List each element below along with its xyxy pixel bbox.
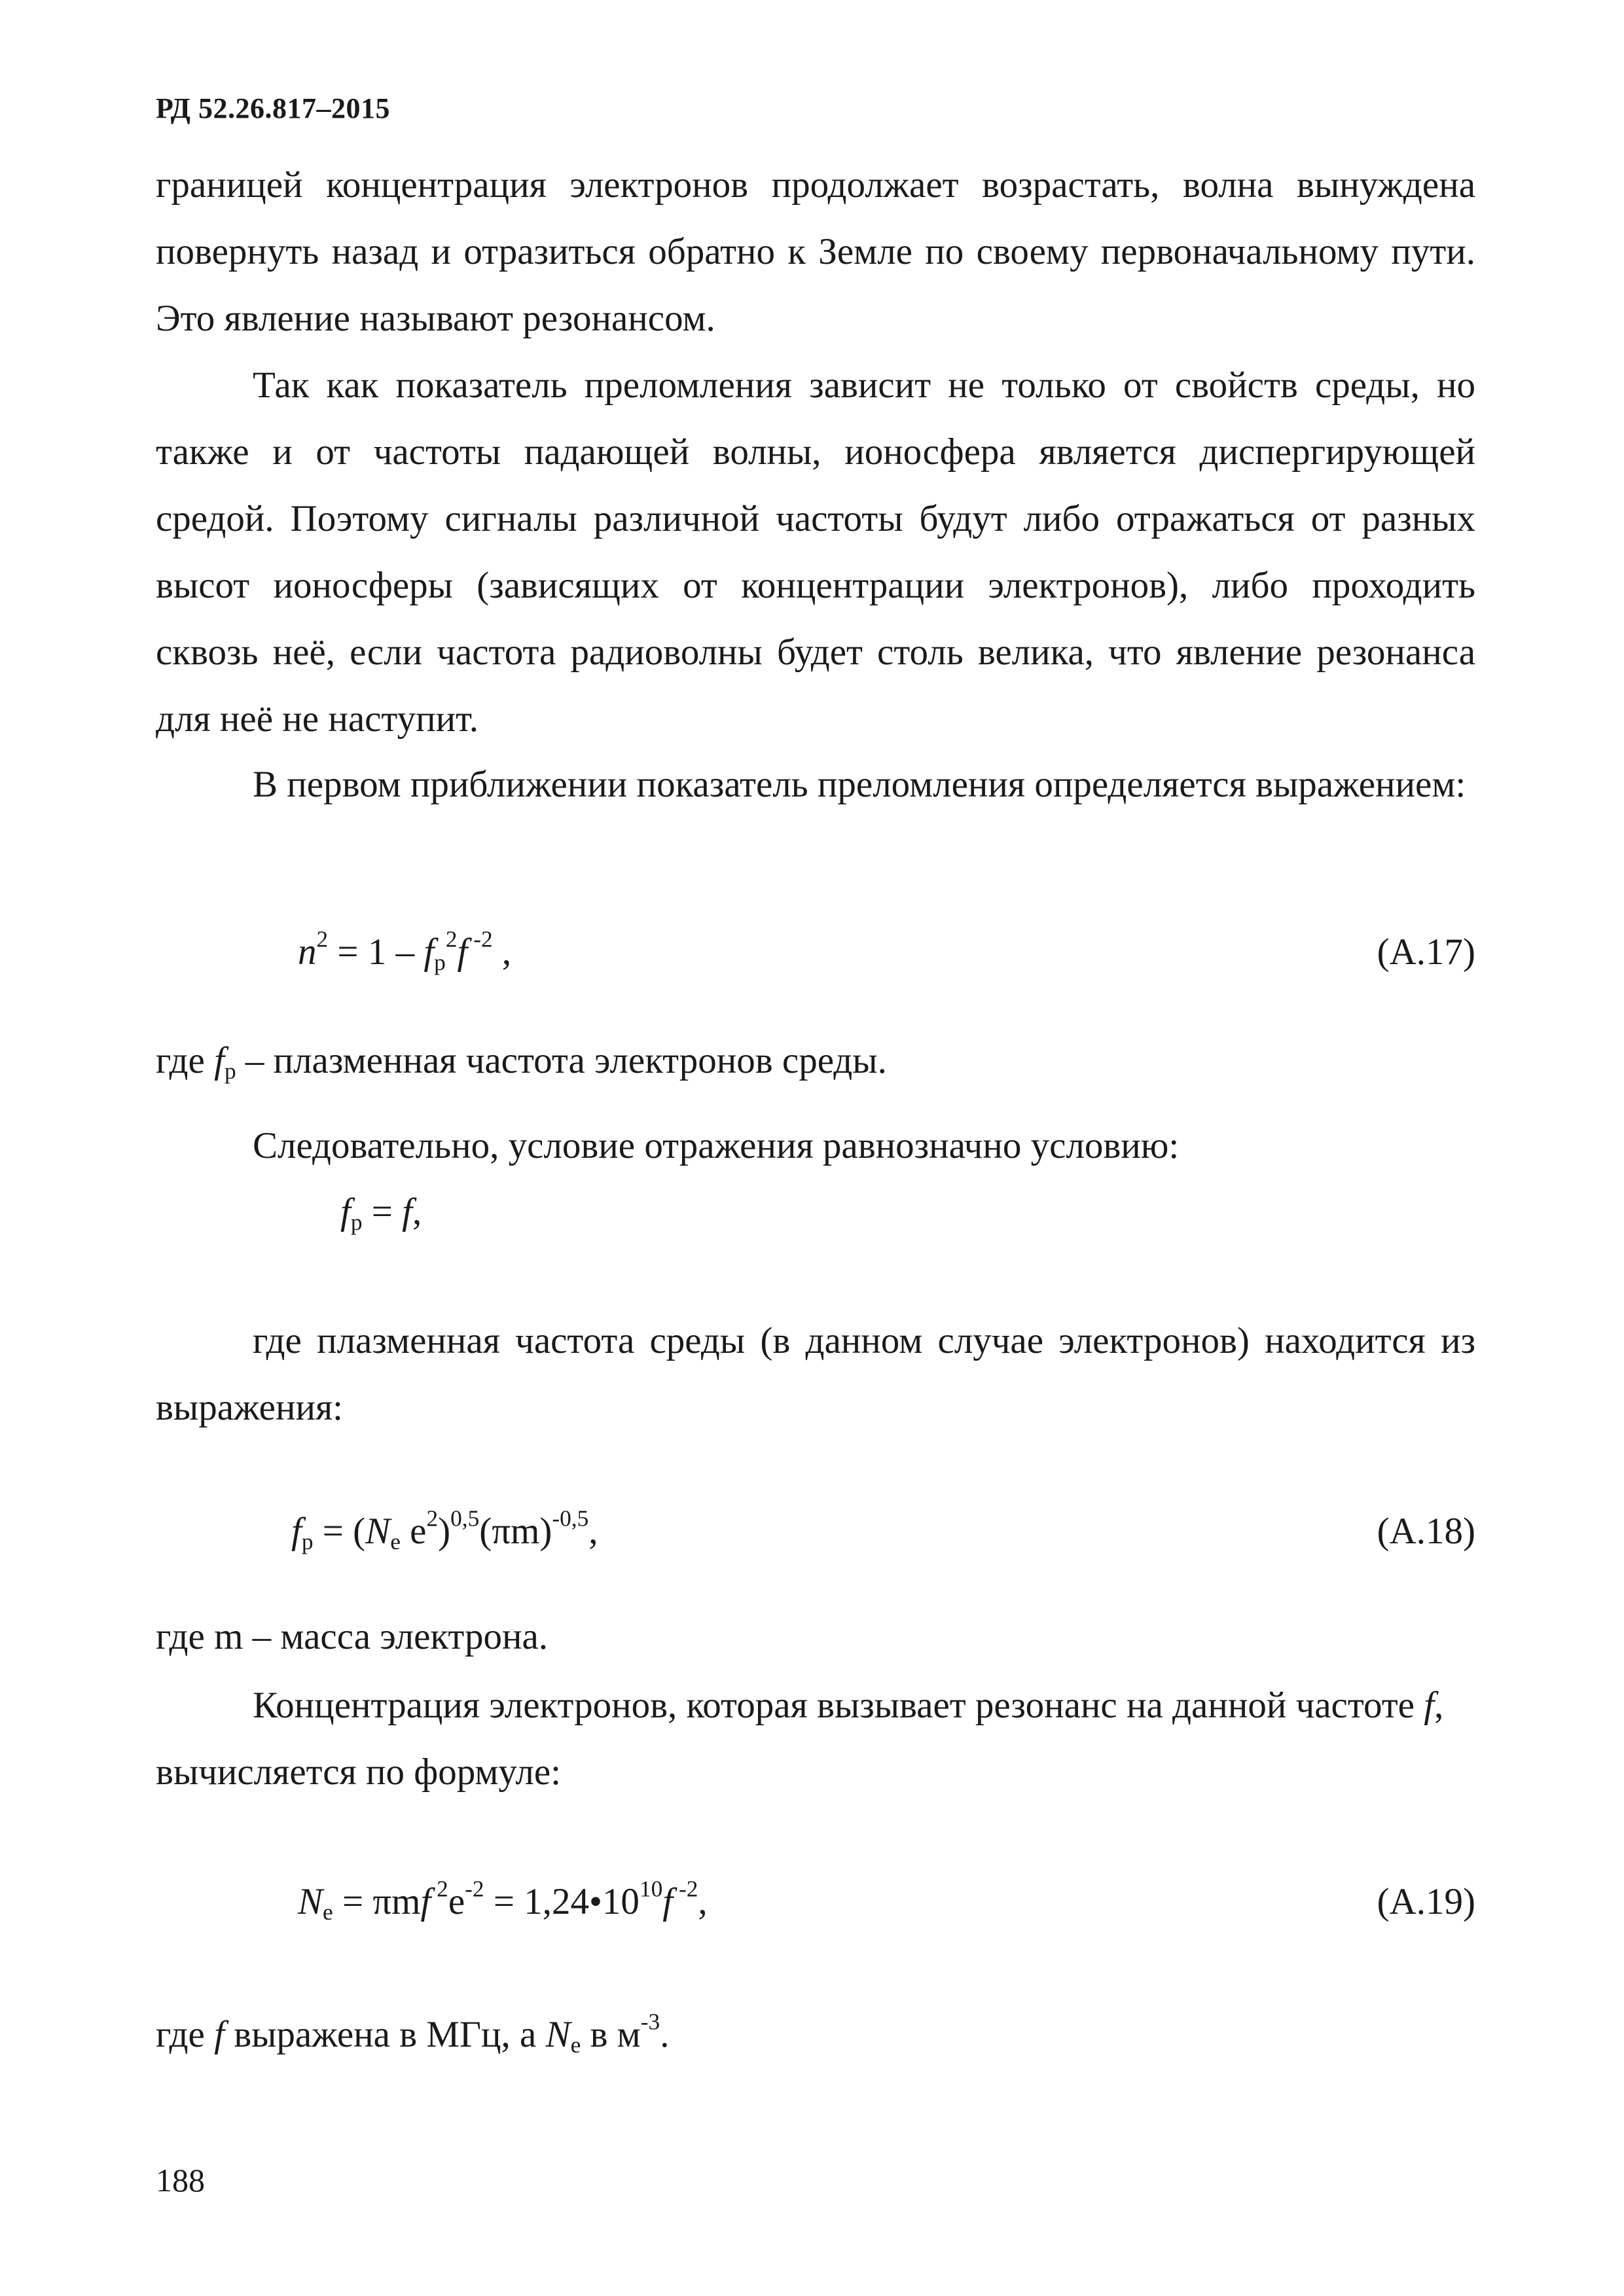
document-code-header: РД 52.26.817–2015: [156, 92, 390, 124]
formula-condition: $f_p = f$,: [340, 1191, 422, 1235]
paragraph-concentration-resonance: Концентрация электронов, которая вызывает резонанс на данной частоте f,: [253, 1685, 1444, 1726]
paragraph-electron-mass: где m – масса электрона.: [156, 1616, 549, 1657]
formula-number-a17: (А.17): [1377, 931, 1475, 973]
formula-number-a18: (А.18): [1377, 1511, 1475, 1552]
paragraph-refraction-intro: В первом приближении показатель преломления определяется выражением:: [253, 764, 1466, 805]
paragraph-resonance: границей концентрация электронов продолжает возрастать, волна вынуждена повернуть назад и отразиться обратно к Земле по своему первоначальному пути. Это явление называют резонансом.: [156, 164, 1475, 339]
paragraph-reflection-condition: Следовательно, условие отражения равнозначно условию:: [253, 1125, 1180, 1166]
paragraph-computed-by-formula: вычисляется по формуле:: [156, 1751, 561, 1793]
formula-a19: $N_e = \pi mf$ $^2e^{-2}$ = $1,24•10^{10}f$ $^{-2}$,: [298, 1876, 708, 1925]
formula-a17: $n^2 = 1 - f_p^2f$ $^{-2}$ ,: [298, 926, 512, 975]
formula-a18: $f_p = (N_e$ $e^2)^{0,5}(\pi m)^{-0,5}$,: [291, 1505, 598, 1554]
paragraph-units: где f выражена в МГц, а $N_e$ в $м^{-3}$.: [156, 2009, 670, 2058]
paragraph-dispersion: Так как показатель преломления зависит не только от свойств среды, но также и от частоты падающей волны, ионосфера является диспергирующей средой. Поэтому сигналы различной частоты будут либо отражаться от разных высот ионосферы (зависящих от концентрации электронов), либо проходить сквозь неё, если частота радиоволны будет столь велика, что явление резонанса для неё не наступит.: [156, 365, 1475, 740]
page-number: 188: [156, 2162, 205, 2198]
paragraph-plasma-freq-expression: где плазменная частота среды (в данном случае электронов) находится из выражения:: [156, 1320, 1475, 1428]
formula-number-a19: (А.19): [1377, 1881, 1475, 1922]
paragraph-plasma-freq-def: где $f_p$ – плазменная частота электронов среды.: [156, 1040, 887, 1084]
